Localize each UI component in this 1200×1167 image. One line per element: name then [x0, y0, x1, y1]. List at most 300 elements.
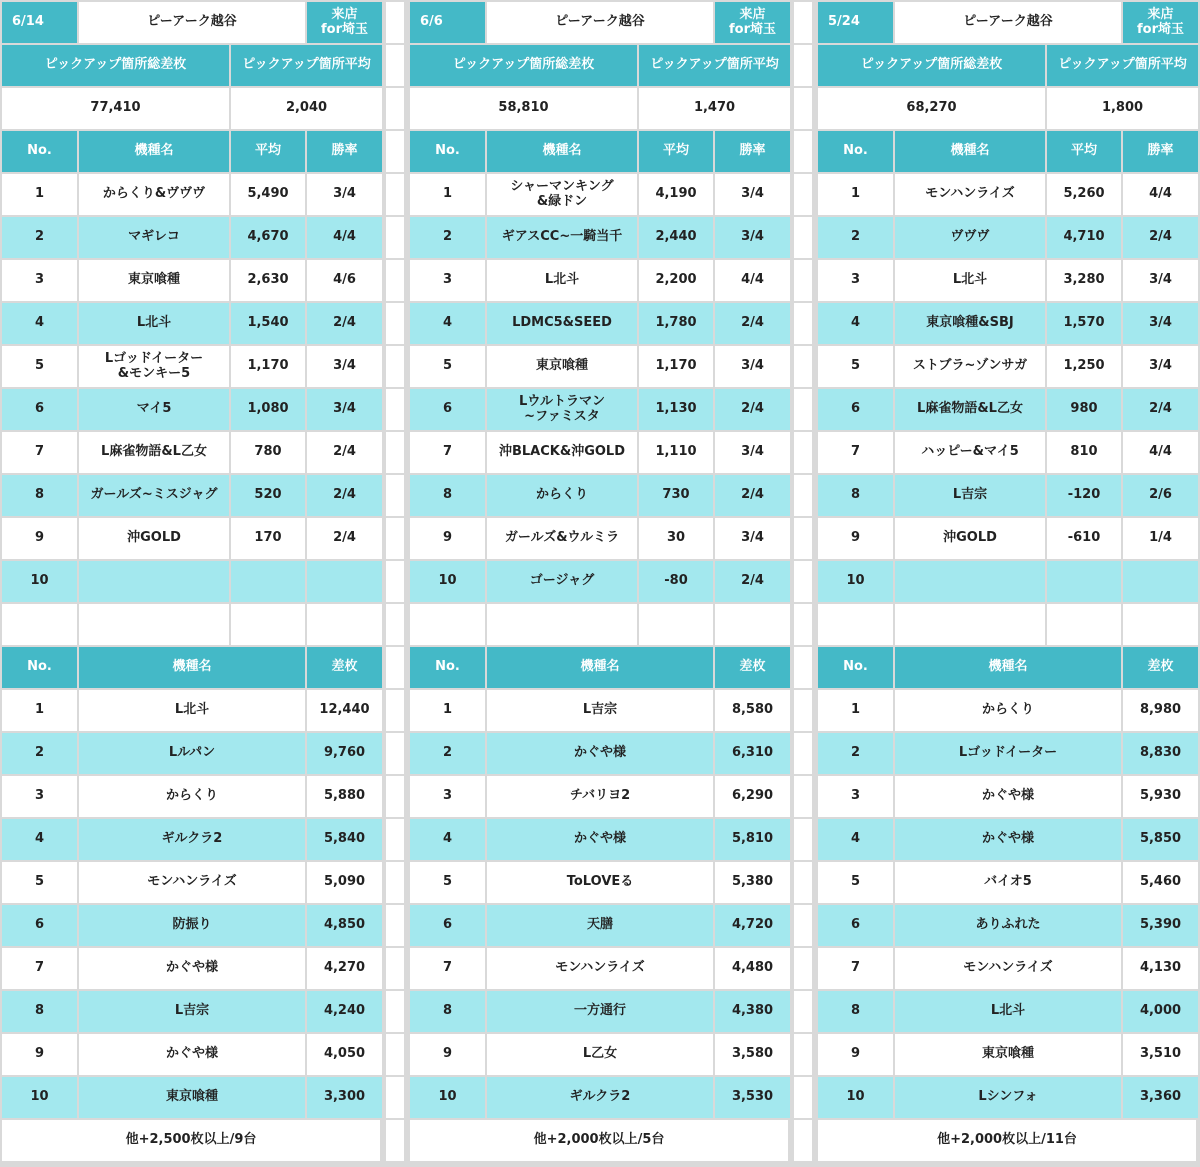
separator-cell	[386, 303, 404, 344]
separator-cell	[794, 45, 812, 86]
footer-note: 他+2,000枚以上/5台	[410, 1120, 788, 1161]
average-header: 平均	[1047, 131, 1121, 172]
spacer-cell	[231, 604, 305, 645]
row-number: 7	[818, 432, 893, 473]
summary-total-header: ピックアップ箇所総差枚	[410, 45, 637, 86]
coin-diff: 5,090	[307, 862, 382, 903]
model-name: バイオ5	[895, 862, 1121, 903]
no-header: No.	[410, 647, 485, 688]
row-number: 4	[818, 819, 893, 860]
model-name: L吉宗	[79, 991, 305, 1032]
win-rate: 3/4	[1123, 260, 1198, 301]
win-rate: 2/6	[1123, 475, 1198, 516]
win-rate: 3/4	[715, 518, 790, 559]
model-name: かぐや様	[79, 1034, 305, 1075]
model-name: ハッピー&マイ5	[895, 432, 1045, 473]
row-number: 1	[818, 174, 893, 215]
coin-diff: 6,310	[715, 733, 790, 774]
model-name: Lルパン	[79, 733, 305, 774]
row-number: 10	[2, 1077, 77, 1118]
model-name: 沖GOLD	[895, 518, 1045, 559]
win-rate: 3/4	[307, 346, 382, 387]
panel-separator	[792, 0, 814, 1167]
footer-note: 他+2,000枚以上/11台	[818, 1120, 1196, 1161]
model-name: かぐや様	[487, 819, 713, 860]
win-rate: 4/6	[307, 260, 382, 301]
model-name: 沖GOLD	[79, 518, 229, 559]
row-number: 5	[2, 346, 77, 387]
win-rate: 3/4	[715, 174, 790, 215]
separator-cell	[794, 1034, 812, 1075]
separator-cell	[386, 733, 404, 774]
model-name-header: 機種名	[487, 647, 713, 688]
model-name: 東京喰種&SBJ	[895, 303, 1045, 344]
model-name: モンハンライズ	[79, 862, 305, 903]
separator-cell	[386, 131, 404, 172]
win-rate: 4/4	[307, 217, 382, 258]
summary-average-value: 2,040	[231, 88, 382, 129]
separator-cell	[794, 88, 812, 129]
coin-diff: 9,760	[307, 733, 382, 774]
spacer-cell	[79, 604, 229, 645]
separator-cell	[794, 303, 812, 344]
separator-cell	[386, 1120, 404, 1161]
row-number: 6	[2, 905, 77, 946]
coin-diff: 4,130	[1123, 948, 1198, 989]
row-number: 4	[410, 819, 485, 860]
row-number: 2	[818, 733, 893, 774]
coin-diff: 4,050	[307, 1034, 382, 1075]
row-number: 9	[2, 518, 77, 559]
win-rate: 4/4	[1123, 432, 1198, 473]
coin-diff: 5,840	[307, 819, 382, 860]
summary-total-header: ピックアップ箇所総差枚	[818, 45, 1045, 86]
model-name: かぐや様	[487, 733, 713, 774]
row-number: 6	[410, 389, 485, 430]
average-diff: 4,670	[231, 217, 305, 258]
row-number: 2	[2, 733, 77, 774]
model-name: L麻雀物語&L乙女	[79, 432, 229, 473]
row-number: 1	[410, 690, 485, 731]
win-rate: 3/4	[715, 432, 790, 473]
average-header: 平均	[231, 131, 305, 172]
separator-cell	[794, 260, 812, 301]
summary-average-header: ピックアップ箇所平均	[1047, 45, 1198, 86]
summary-average-value: 1,800	[1047, 88, 1198, 129]
model-name: Lゴッドイーター	[895, 733, 1121, 774]
spacer-cell	[895, 604, 1045, 645]
separator-cell	[794, 948, 812, 989]
separator-cell	[794, 389, 812, 430]
row-number: 7	[2, 948, 77, 989]
average-diff: 5,490	[231, 174, 305, 215]
footer-note: 他+2,500枚以上/9台	[2, 1120, 380, 1161]
row-number: 8	[410, 475, 485, 516]
no-header: No.	[2, 647, 77, 688]
row-number: 3	[410, 260, 485, 301]
row-number: 9	[410, 518, 485, 559]
average-diff: 810	[1047, 432, 1121, 473]
row-number: 3	[818, 776, 893, 817]
separator-cell	[794, 991, 812, 1032]
model-name: モンハンライズ	[487, 948, 713, 989]
row-number: 10	[818, 1077, 893, 1118]
model-name: L吉宗	[895, 475, 1045, 516]
model-name: L北斗	[79, 690, 305, 731]
model-name: 防振り	[79, 905, 305, 946]
row-number: 5	[2, 862, 77, 903]
event-label: 来店 for埼玉	[307, 2, 382, 43]
coin-diff: 5,390	[1123, 905, 1198, 946]
coin-diff: 3,580	[715, 1034, 790, 1075]
win-rate: 2/4	[715, 389, 790, 430]
coin-diff: 4,240	[307, 991, 382, 1032]
model-name: ガールズ~ミスジャグ	[79, 475, 229, 516]
coin-diff: 8,980	[1123, 690, 1198, 731]
model-name: Lウルトラマン ~ファミスタ	[487, 389, 637, 430]
win-rate	[1123, 561, 1198, 602]
no-header: No.	[410, 131, 485, 172]
win-rate: 2/4	[307, 432, 382, 473]
win-rate	[307, 561, 382, 602]
separator-cell	[386, 647, 404, 688]
coin-diff: 3,530	[715, 1077, 790, 1118]
model-name: かぐや様	[895, 776, 1121, 817]
row-number: 10	[818, 561, 893, 602]
summary-total-value: 77,410	[2, 88, 229, 129]
separator-cell	[386, 475, 404, 516]
coin-diff: 5,380	[715, 862, 790, 903]
model-name	[79, 561, 229, 602]
average-diff	[1047, 561, 1121, 602]
win-rate: 3/4	[1123, 303, 1198, 344]
row-number: 9	[2, 1034, 77, 1075]
row-number: 2	[818, 217, 893, 258]
row-number: 8	[2, 991, 77, 1032]
average-diff: 30	[639, 518, 713, 559]
report-panel	[816, 0, 1198, 1167]
model-name-header: 機種名	[895, 647, 1121, 688]
row-number: 3	[2, 776, 77, 817]
separator-cell	[386, 862, 404, 903]
separator-cell	[386, 518, 404, 559]
win-rate: 2/4	[715, 303, 790, 344]
coin-diff: 8,580	[715, 690, 790, 731]
date-label: 6/6	[410, 2, 485, 43]
no-header: No.	[818, 647, 893, 688]
diff-header: 差枚	[715, 647, 790, 688]
model-name: かぐや様	[895, 819, 1121, 860]
average-diff: 1,080	[231, 389, 305, 430]
win-rate: 2/4	[715, 475, 790, 516]
average-diff: 520	[231, 475, 305, 516]
model-name-header: 機種名	[487, 131, 637, 172]
row-number: 4	[2, 303, 77, 344]
row-number: 4	[410, 303, 485, 344]
average-diff: 4,190	[639, 174, 713, 215]
model-name-header: 機種名	[79, 131, 229, 172]
separator-cell	[386, 819, 404, 860]
model-name: L乙女	[487, 1034, 713, 1075]
average-diff: -610	[1047, 518, 1121, 559]
separator-cell	[794, 647, 812, 688]
model-name: L北斗	[895, 991, 1121, 1032]
separator-cell	[794, 131, 812, 172]
average-diff: 5,260	[1047, 174, 1121, 215]
row-number: 3	[818, 260, 893, 301]
model-name: 東京喰種	[79, 1077, 305, 1118]
average-diff: 3,280	[1047, 260, 1121, 301]
separator-cell	[794, 819, 812, 860]
model-name-header: 機種名	[895, 131, 1045, 172]
separator-cell	[386, 346, 404, 387]
row-number: 8	[2, 475, 77, 516]
row-number: 1	[2, 690, 77, 731]
separator-cell	[386, 776, 404, 817]
row-number: 6	[2, 389, 77, 430]
row-number: 8	[818, 991, 893, 1032]
win-rate: 3/4	[1123, 346, 1198, 387]
separator-cell	[386, 905, 404, 946]
coin-diff: 12,440	[307, 690, 382, 731]
average-header: 平均	[639, 131, 713, 172]
separator-cell	[386, 174, 404, 215]
summary-average-value: 1,470	[639, 88, 790, 129]
win-rate: 2/4	[1123, 217, 1198, 258]
model-name: L北斗	[487, 260, 637, 301]
win-rate: 4/4	[715, 260, 790, 301]
model-name: かぐや様	[79, 948, 305, 989]
spacer-cell	[1047, 604, 1121, 645]
average-diff: 730	[639, 475, 713, 516]
row-number: 5	[818, 862, 893, 903]
average-diff: 1,250	[1047, 346, 1121, 387]
summary-total-value: 68,270	[818, 88, 1045, 129]
row-number: 3	[2, 260, 77, 301]
win-rate-header: 勝率	[307, 131, 382, 172]
coin-diff: 4,270	[307, 948, 382, 989]
report-panel	[408, 0, 790, 1167]
coin-diff: 5,880	[307, 776, 382, 817]
model-name: Lシンフォ	[895, 1077, 1121, 1118]
row-number: 7	[410, 948, 485, 989]
row-number: 1	[818, 690, 893, 731]
model-name: ギルクラ2	[487, 1077, 713, 1118]
row-number: 9	[818, 518, 893, 559]
win-rate: 3/4	[307, 389, 382, 430]
separator-cell	[794, 475, 812, 516]
model-name	[895, 561, 1045, 602]
report-panel	[0, 0, 382, 1167]
separator-cell	[794, 1077, 812, 1118]
row-number: 1	[410, 174, 485, 215]
model-name: L麻雀物語&L乙女	[895, 389, 1045, 430]
win-rate: 2/4	[307, 303, 382, 344]
separator-cell	[386, 2, 404, 43]
summary-average-header: ピックアップ箇所平均	[639, 45, 790, 86]
row-number: 6	[818, 389, 893, 430]
coin-diff: 3,300	[307, 1077, 382, 1118]
no-header: No.	[818, 131, 893, 172]
separator-cell	[794, 690, 812, 731]
win-rate: 2/4	[715, 561, 790, 602]
win-rate: 3/4	[307, 174, 382, 215]
spacer-cell	[2, 604, 77, 645]
summary-total-value: 58,810	[410, 88, 637, 129]
coin-diff: 4,000	[1123, 991, 1198, 1032]
average-diff: 780	[231, 432, 305, 473]
model-name: 一方通行	[487, 991, 713, 1032]
model-name: ストブラ~ゾンサガ	[895, 346, 1045, 387]
spacer-cell	[307, 604, 382, 645]
win-rate: 3/4	[715, 346, 790, 387]
row-number: 8	[410, 991, 485, 1032]
row-number: 7	[410, 432, 485, 473]
separator-cell	[386, 948, 404, 989]
separator-cell	[386, 389, 404, 430]
separator-cell	[794, 346, 812, 387]
spacer-cell	[715, 604, 790, 645]
model-name: シャーマンキング &緑ドン	[487, 174, 637, 215]
separator-cell	[386, 561, 404, 602]
no-header: No.	[2, 131, 77, 172]
model-name: マイ5	[79, 389, 229, 430]
separator-cell	[386, 260, 404, 301]
separator-cell	[386, 604, 404, 645]
coin-diff: 8,830	[1123, 733, 1198, 774]
model-name: ありふれた	[895, 905, 1121, 946]
row-number: 6	[410, 905, 485, 946]
win-rate: 1/4	[1123, 518, 1198, 559]
date-label: 5/24	[818, 2, 893, 43]
model-name: モンハンライズ	[895, 948, 1121, 989]
model-name: 東京喰種	[895, 1034, 1121, 1075]
average-diff	[231, 561, 305, 602]
separator-cell	[794, 776, 812, 817]
separator-cell	[794, 561, 812, 602]
row-number: 5	[410, 862, 485, 903]
spacer-cell	[487, 604, 637, 645]
summary-average-header: ピックアップ箇所平均	[231, 45, 382, 86]
separator-cell	[386, 45, 404, 86]
store-name: ピーアーク越谷	[487, 2, 713, 43]
model-name: 天膳	[487, 905, 713, 946]
diff-header: 差枚	[1123, 647, 1198, 688]
spacer-cell	[818, 604, 893, 645]
win-rate: 4/4	[1123, 174, 1198, 215]
summary-total-header: ピックアップ箇所総差枚	[2, 45, 229, 86]
model-name: ヴヴヴ	[895, 217, 1045, 258]
separator-cell	[794, 217, 812, 258]
model-name: ToLOVEる	[487, 862, 713, 903]
spacer-cell	[410, 604, 485, 645]
separator-cell	[386, 690, 404, 731]
panel-separator	[384, 0, 406, 1167]
average-diff: 1,540	[231, 303, 305, 344]
win-rate: 2/4	[1123, 389, 1198, 430]
diff-header: 差枚	[307, 647, 382, 688]
store-name: ピーアーク越谷	[79, 2, 305, 43]
win-rate: 2/4	[307, 475, 382, 516]
row-number: 2	[2, 217, 77, 258]
row-number: 9	[818, 1034, 893, 1075]
average-diff: 1,780	[639, 303, 713, 344]
event-label: 来店 for埼玉	[715, 2, 790, 43]
row-number: 10	[2, 561, 77, 602]
row-number: 7	[2, 432, 77, 473]
separator-cell	[794, 174, 812, 215]
win-rate: 3/4	[715, 217, 790, 258]
separator-cell	[794, 905, 812, 946]
model-name: ギルクラ2	[79, 819, 305, 860]
coin-diff: 5,850	[1123, 819, 1198, 860]
date-label: 6/14	[2, 2, 77, 43]
average-diff: -120	[1047, 475, 1121, 516]
average-diff: 2,630	[231, 260, 305, 301]
model-name: ギアスCC~一騎当千	[487, 217, 637, 258]
event-label: 来店 for埼玉	[1123, 2, 1198, 43]
model-name: Lゴッドイーター &モンキー5	[79, 346, 229, 387]
coin-diff: 4,850	[307, 905, 382, 946]
win-rate-header: 勝率	[1123, 131, 1198, 172]
coin-diff: 6,290	[715, 776, 790, 817]
coin-diff: 4,720	[715, 905, 790, 946]
average-diff: 1,170	[231, 346, 305, 387]
model-name: チバリヨ2	[487, 776, 713, 817]
average-diff: 1,570	[1047, 303, 1121, 344]
coin-diff: 5,460	[1123, 862, 1198, 903]
model-name: L吉宗	[487, 690, 713, 731]
separator-cell	[794, 604, 812, 645]
model-name: からくり	[79, 776, 305, 817]
separator-cell	[794, 432, 812, 473]
model-name: L北斗	[79, 303, 229, 344]
average-diff: 170	[231, 518, 305, 559]
model-name: LDMC5&SEED	[487, 303, 637, 344]
model-name: からくり&ヴヴヴ	[79, 174, 229, 215]
average-diff: 4,710	[1047, 217, 1121, 258]
row-number: 5	[818, 346, 893, 387]
model-name: からくり	[895, 690, 1121, 731]
average-diff: 2,200	[639, 260, 713, 301]
model-name: 沖BLACK&沖GOLD	[487, 432, 637, 473]
average-diff: 2,440	[639, 217, 713, 258]
model-name: ガールズ&ウルミラ	[487, 518, 637, 559]
model-name: 東京喰種	[487, 346, 637, 387]
coin-diff: 3,510	[1123, 1034, 1198, 1075]
average-diff: 1,110	[639, 432, 713, 473]
separator-cell	[386, 217, 404, 258]
coin-diff: 5,930	[1123, 776, 1198, 817]
average-diff: 1,130	[639, 389, 713, 430]
separator-cell	[386, 1034, 404, 1075]
row-number: 10	[410, 1077, 485, 1118]
row-number: 9	[410, 1034, 485, 1075]
row-number: 7	[818, 948, 893, 989]
row-number: 8	[818, 475, 893, 516]
row-number: 2	[410, 217, 485, 258]
row-number: 5	[410, 346, 485, 387]
row-number: 10	[410, 561, 485, 602]
row-number: 3	[410, 776, 485, 817]
win-rate: 2/4	[307, 518, 382, 559]
row-number: 1	[2, 174, 77, 215]
win-rate-header: 勝率	[715, 131, 790, 172]
separator-cell	[794, 862, 812, 903]
model-name: マギレコ	[79, 217, 229, 258]
separator-cell	[386, 432, 404, 473]
spacer-cell	[1123, 604, 1198, 645]
